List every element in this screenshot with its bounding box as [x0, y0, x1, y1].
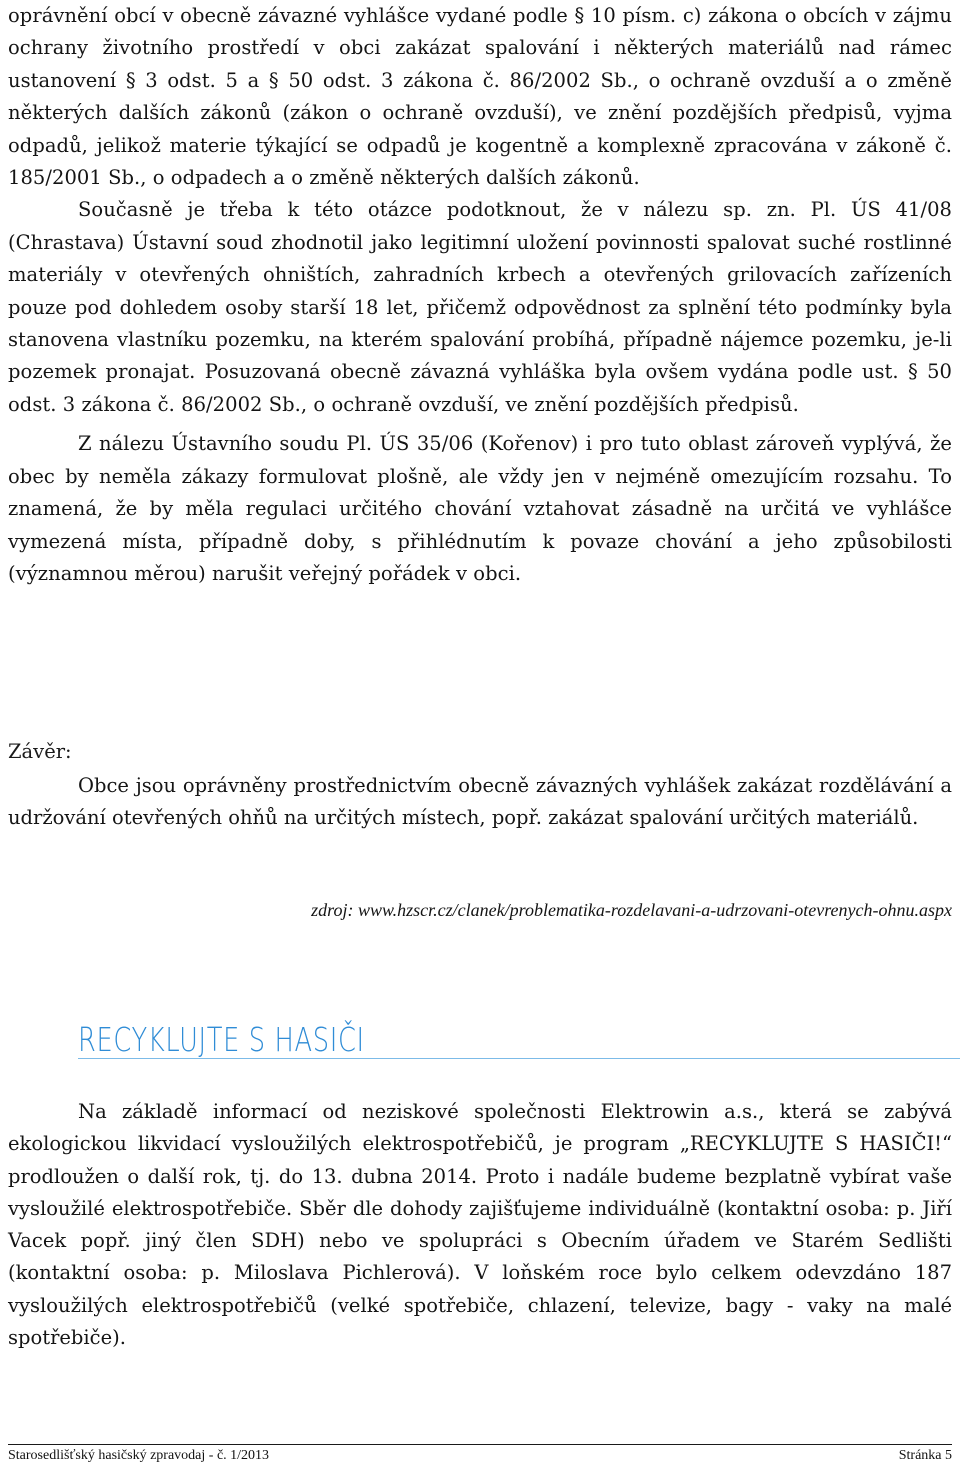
section-heading: RECYKLUJTE S HASIČI: [78, 1020, 365, 1059]
conclusion-text: Obce jsou oprávněny prostřednictvím obecně závazných vyhlášek zakázat rozdělávání a udržování otevřených ohňů na určitých místech, popř. zakázat spalování určitých materiálů.: [8, 774, 952, 830]
article-paragraph-3: Z nálezu Ústavního soudu Pl. ÚS 35/06 (Kořenov) i pro tuto oblast zároveň vyplývá, že obec by neměla zákazy formulovat plošně, ale vždy jen v nejméně omezujícím rozsahu. To znamená, že by měla regulaci určitého chování vztahovat zásadně na určitá ve vyhlášce vymezená místa, případně doby, s přihlédnutím k povaze chování a jeho způsobilosti (významnou měrou) narušit veřejný pořádek v obci.: [8, 432, 952, 585]
page-number: Stránka 5: [898, 1448, 952, 1463]
page-footer: [8, 1447, 952, 1467]
article-paragraph-1: oprávnění obcí v obecně závazné vyhlášce vydané podle § 10 písm. c) zákona o obcích v zájmu ochrany životního prostředí v obci zakázat spalování i některých materiálů nad rámec ustanovení § 3 odst. 5 a § 50 odst. 3 zákona č. 86/2002 Sb., o ochraně ovzduší a o změně některých dalších zákonů (zákon o ochraně ovzduší), ve znění pozdějších předpisů, vyjma odpadů, jelikož materie týkající se odpadů je kogentně a komplexně zpracována v zákoně č. 185/2001 Sb., o odpadech a o změně některých dalších zákonů.: [8, 4, 952, 190]
conclusion-title: Závěr:: [8, 740, 72, 763]
footer-divider: [8, 1444, 952, 1445]
article-body: [8, 0, 952, 590]
footer-publication: Starosedlišťský hasičský zpravodaj - č. 1/2013: [8, 1448, 270, 1463]
recycle-section: [8, 1096, 952, 1354]
source-link[interactable]: zdroj: www.hzscr.cz/clanek/problematika-rozdelavani-a-udrzovani-otevrenych-ohnu.aspx: [311, 900, 952, 920]
conclusion-section: [8, 770, 952, 835]
section-heading-container: [78, 1018, 960, 1068]
heading-divider: [78, 1058, 960, 1059]
article-paragraph-2: Současně je třeba k této otázce podotknout, že v nálezu sp. zn. Pl. ÚS 41/08 (Chrastava) Ústavní soud zhodnotil jako legitimní uložení povinnosti spalovat suché rostlinné materiály v otevřených ohništích, zahradních krbech a otevřených grilovacích zařízeních pouze pod dohledem osoby starší 18 let, přičemž odpovědnost za splnění této podmínky byla stanovena vlastníku pozemku, na kterém spalování probíhá, případně nájemce pozemku, je-li pozemek pronajat. Posuzovaná obecně závazná vyhláška byla ovšem vydána podle ust. § 50 odst. 3 zákona č. 86/2002 Sb., o ochraně ovzduší, ve znění pozdějších předpisů.: [8, 198, 952, 416]
recycle-paragraph: Na základě informací od neziskové společnosti Elektrowin a.s., která se zabývá ekologickou likvidací vysloužilých elektrospotřebičů, je program „RECYKLUJTE S HASIČI!“ prodloužen o další rok, tj. do 13. dubna 2014. Proto i nadále budeme bezplatně vybírat vaše vysloužilé elektrospotřebiče. Sběr dle dohody zajišťujeme individuálně (kontaktní osoba: p. Jiří Vacek popř. jiný člen SDH) nebo ve spolupráci s Obecním úřadem ve Starém Sedlišti (kontaktní osoba: p. Miloslava Pichlerová). V loňském roce bylo celkem odevzdáno 187 vysloužilých elektrospotřebičů (velké spotřebiče, chlazení, televize, bagy - vaky na malé spotřebiče).: [8, 1100, 952, 1350]
